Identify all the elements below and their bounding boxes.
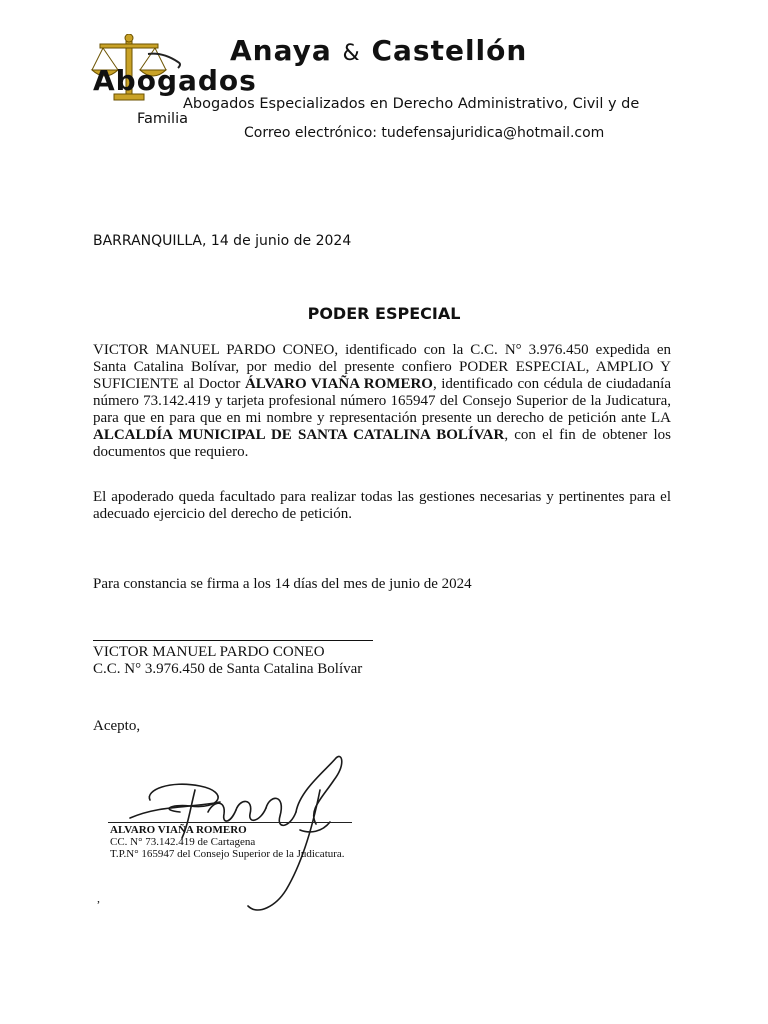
acepto-label: Acepto, — [93, 718, 141, 734]
firm-specialty-line1: Abogados Especializados en Derecho Administrativo, Civil y de — [183, 96, 640, 112]
firm-specialty-line2: Familia — [137, 111, 188, 127]
firm-name-line2: Abogados — [93, 64, 257, 97]
constancia-line: Para constancia se firma a los 14 días del mes de junio de 2024 — [93, 576, 472, 592]
firm-name-line1: Anaya & Castellón — [230, 34, 528, 67]
body-paragraph-1: VICTOR MANUEL PARDO CONEO, identificado con la C.C. N° 3.976.450 expedida en Santa Catalina Bolívar, por medio del presente confiero PODER ESPECIAL, AMPLIO Y SUFICIENTE al Doctor ÁLVARO VIAÑA ROMERO, identificado con cédula de ciudadanía número 73.142.419 y tarjeta profesional número 165947 del Consejo Superior de la Judicatura, para que en para que en mi nombre y representación presente un derecho de petición ante LA ALCALDÍA MUNICIPAL DE SANTA CATALINA BOLÍVAR, con el fin de obtener los documentos que requiero. — [93, 342, 671, 460]
attorney-name: ÁLVARO VIAÑA ROMERO — [244, 376, 433, 392]
signer-id: C.C. N° 3.976.450 de Santa Catalina Bolívar — [93, 661, 363, 677]
body-paragraph-2: El apoderado queda facultado para realizar todas las gestiones necesarias y pertinentes para el adecuado ejercicio del derecho de petición. — [93, 489, 671, 522]
date-line: BARRANQUILLA, 14 de junio de 2024 — [93, 233, 352, 249]
firm-email: Correo electrónico: tudefensajuridica@hotmail.com — [244, 125, 605, 141]
document-title: PODER ESPECIAL — [307, 304, 461, 323]
acceptor-signature-line — [108, 822, 352, 823]
signature-line — [93, 640, 373, 641]
acceptor-tp: T.P.N° 165947 del Consejo Superior de la Judicatura. — [110, 848, 345, 860]
signer-name: VICTOR MANUEL PARDO CONEO — [93, 644, 325, 660]
stray-mark: , — [97, 891, 100, 905]
institution-name: ALCALDÍA MUNICIPAL DE SANTA CATALINA BOLÍVAR — [93, 427, 505, 443]
acceptor-cc: CC. N° 73.142.419 de Cartagena — [110, 836, 256, 848]
acceptor-name: ALVARO VIAÑA ROMERO — [110, 824, 247, 836]
